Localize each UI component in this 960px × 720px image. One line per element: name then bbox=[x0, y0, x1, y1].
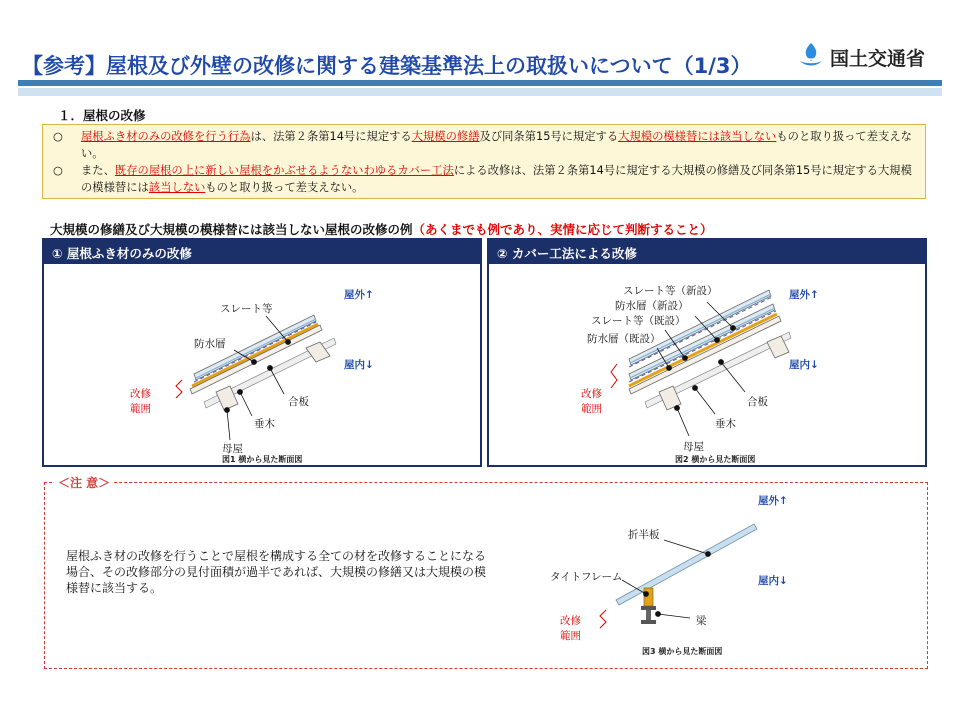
rule-text: ものと取り扱って差支えない。 bbox=[205, 180, 364, 194]
mlit-logo-icon bbox=[796, 40, 826, 70]
label-slate-old: スレート等（既設） bbox=[591, 315, 686, 327]
label-waterproof-new: 防水層（新設） bbox=[615, 300, 689, 312]
page-title: 【参考】屋根及び外壁の改修に関する建築基準法上の取扱いについて（1/3） bbox=[22, 54, 752, 78]
ministry-name: 国土交通省 bbox=[830, 48, 926, 70]
label-tight-frame: タイトフレーム bbox=[550, 571, 623, 583]
label-plywood: 合板 bbox=[747, 396, 768, 408]
figure-caption: 図3 横から見た断面図 bbox=[642, 647, 723, 656]
roof-section-diagram-2 bbox=[489, 264, 925, 467]
rule-item-1 bbox=[53, 129, 915, 162]
title-rule-light bbox=[18, 88, 942, 96]
caution-text: 屋根ふき材の改修を行うことで屋根を構成する全ての材を改修することになる場合、その改修部分の見付面積が過半であれば、大規模の修繕又は大規模の模様替に該当する。 bbox=[66, 549, 487, 595]
label-range-2: 範囲 bbox=[581, 403, 602, 415]
panel-header: ② カバー工法による改修 bbox=[489, 240, 925, 264]
rule-item-2 bbox=[53, 163, 915, 196]
label-range-1: 改修 bbox=[560, 615, 581, 627]
rule-text: また、 bbox=[81, 164, 115, 177]
label-rafter: 垂木 bbox=[254, 418, 275, 430]
panel-roofing-only bbox=[42, 238, 482, 467]
label-outside: 屋外↑ bbox=[758, 495, 788, 507]
label-range-1: 改修 bbox=[130, 388, 151, 400]
examples-note: （あくまでも例であり、実情に応じて判断すること） bbox=[412, 222, 713, 237]
figure-caption: 図2 横から見た断面図 bbox=[675, 455, 756, 464]
label-plywood: 合板 bbox=[288, 396, 309, 408]
range-bracket bbox=[176, 380, 182, 398]
beam-web bbox=[646, 610, 651, 620]
label-range-1: 改修 bbox=[581, 388, 602, 400]
rule-text-red: 大規模の模様替には該当しない bbox=[618, 130, 777, 143]
rule-text: 及び同条第15号に規定する bbox=[479, 130, 619, 143]
rule-text-red: 大規模の修繕 bbox=[411, 130, 480, 143]
roof-section-diagram-1 bbox=[44, 264, 480, 467]
examples-title bbox=[50, 220, 713, 238]
label-rafter: 垂木 bbox=[715, 418, 736, 430]
ministry-logo bbox=[796, 40, 946, 74]
folded-plate-diagram bbox=[540, 488, 840, 666]
range-bracket bbox=[600, 610, 606, 628]
label-beam: 梁 bbox=[696, 615, 707, 627]
bullet: ○ bbox=[53, 164, 63, 177]
label-waterproof: 防水層 bbox=[194, 338, 226, 350]
label-range-2: 範囲 bbox=[130, 403, 151, 415]
label-inside: 屋内↓ bbox=[758, 575, 788, 587]
examples-title-text: 大規模の修繕及び大規模の模様替には該当しない屋根の改修の例 bbox=[50, 222, 413, 237]
roof-layers bbox=[190, 315, 336, 410]
rule-text-red: 屋根ふき材のみの改修を行う行為 bbox=[81, 130, 251, 143]
label-slate-new: スレート等（新設） bbox=[623, 285, 718, 297]
caution-label: ＜注 意＞ bbox=[54, 474, 114, 491]
rule-text: は、法第２条第14号に規定する bbox=[250, 130, 412, 143]
beam-flange bbox=[641, 620, 656, 624]
rule-text: による改修は、法第２条第14号に規定する大規模の修繕及び同条第15号に規定する大規模の模様替には bbox=[81, 164, 912, 194]
panel-cover-method bbox=[487, 238, 927, 467]
label-outside: 屋外↑ bbox=[789, 289, 819, 301]
bullet: ○ bbox=[53, 130, 63, 143]
range-bracket bbox=[611, 364, 617, 388]
section-title: １．屋根の改修 bbox=[58, 108, 146, 123]
label-range-2: 範囲 bbox=[560, 630, 581, 642]
beam-flange bbox=[641, 606, 656, 610]
label-folded-plate: 折半板 bbox=[628, 529, 660, 541]
rule-text-red: 該当しない bbox=[148, 180, 206, 194]
tight-frame bbox=[644, 588, 653, 606]
label-outside: 屋外↑ bbox=[344, 289, 374, 301]
rule-text: ものと取り扱って差支えない。 bbox=[81, 130, 912, 160]
label-slate: スレート等 bbox=[220, 303, 273, 315]
label-waterproof-old: 防水層（既設） bbox=[587, 333, 661, 345]
label-purlin: 母屋 bbox=[222, 443, 243, 455]
title-rule bbox=[18, 80, 942, 86]
label-inside: 屋内↓ bbox=[789, 359, 819, 371]
label-purlin: 母屋 bbox=[683, 441, 704, 453]
rule-text-red: 既存の屋根の上に新しい屋根をかぶせるようないわゆるカバー工法 bbox=[114, 164, 454, 177]
rules-notice-box bbox=[42, 124, 926, 199]
label-inside: 屋内↓ bbox=[344, 359, 374, 371]
figure-caption: 図1 横から見た断面図 bbox=[222, 455, 303, 464]
panel-header: ① 屋根ふき材のみの改修 bbox=[44, 240, 480, 264]
